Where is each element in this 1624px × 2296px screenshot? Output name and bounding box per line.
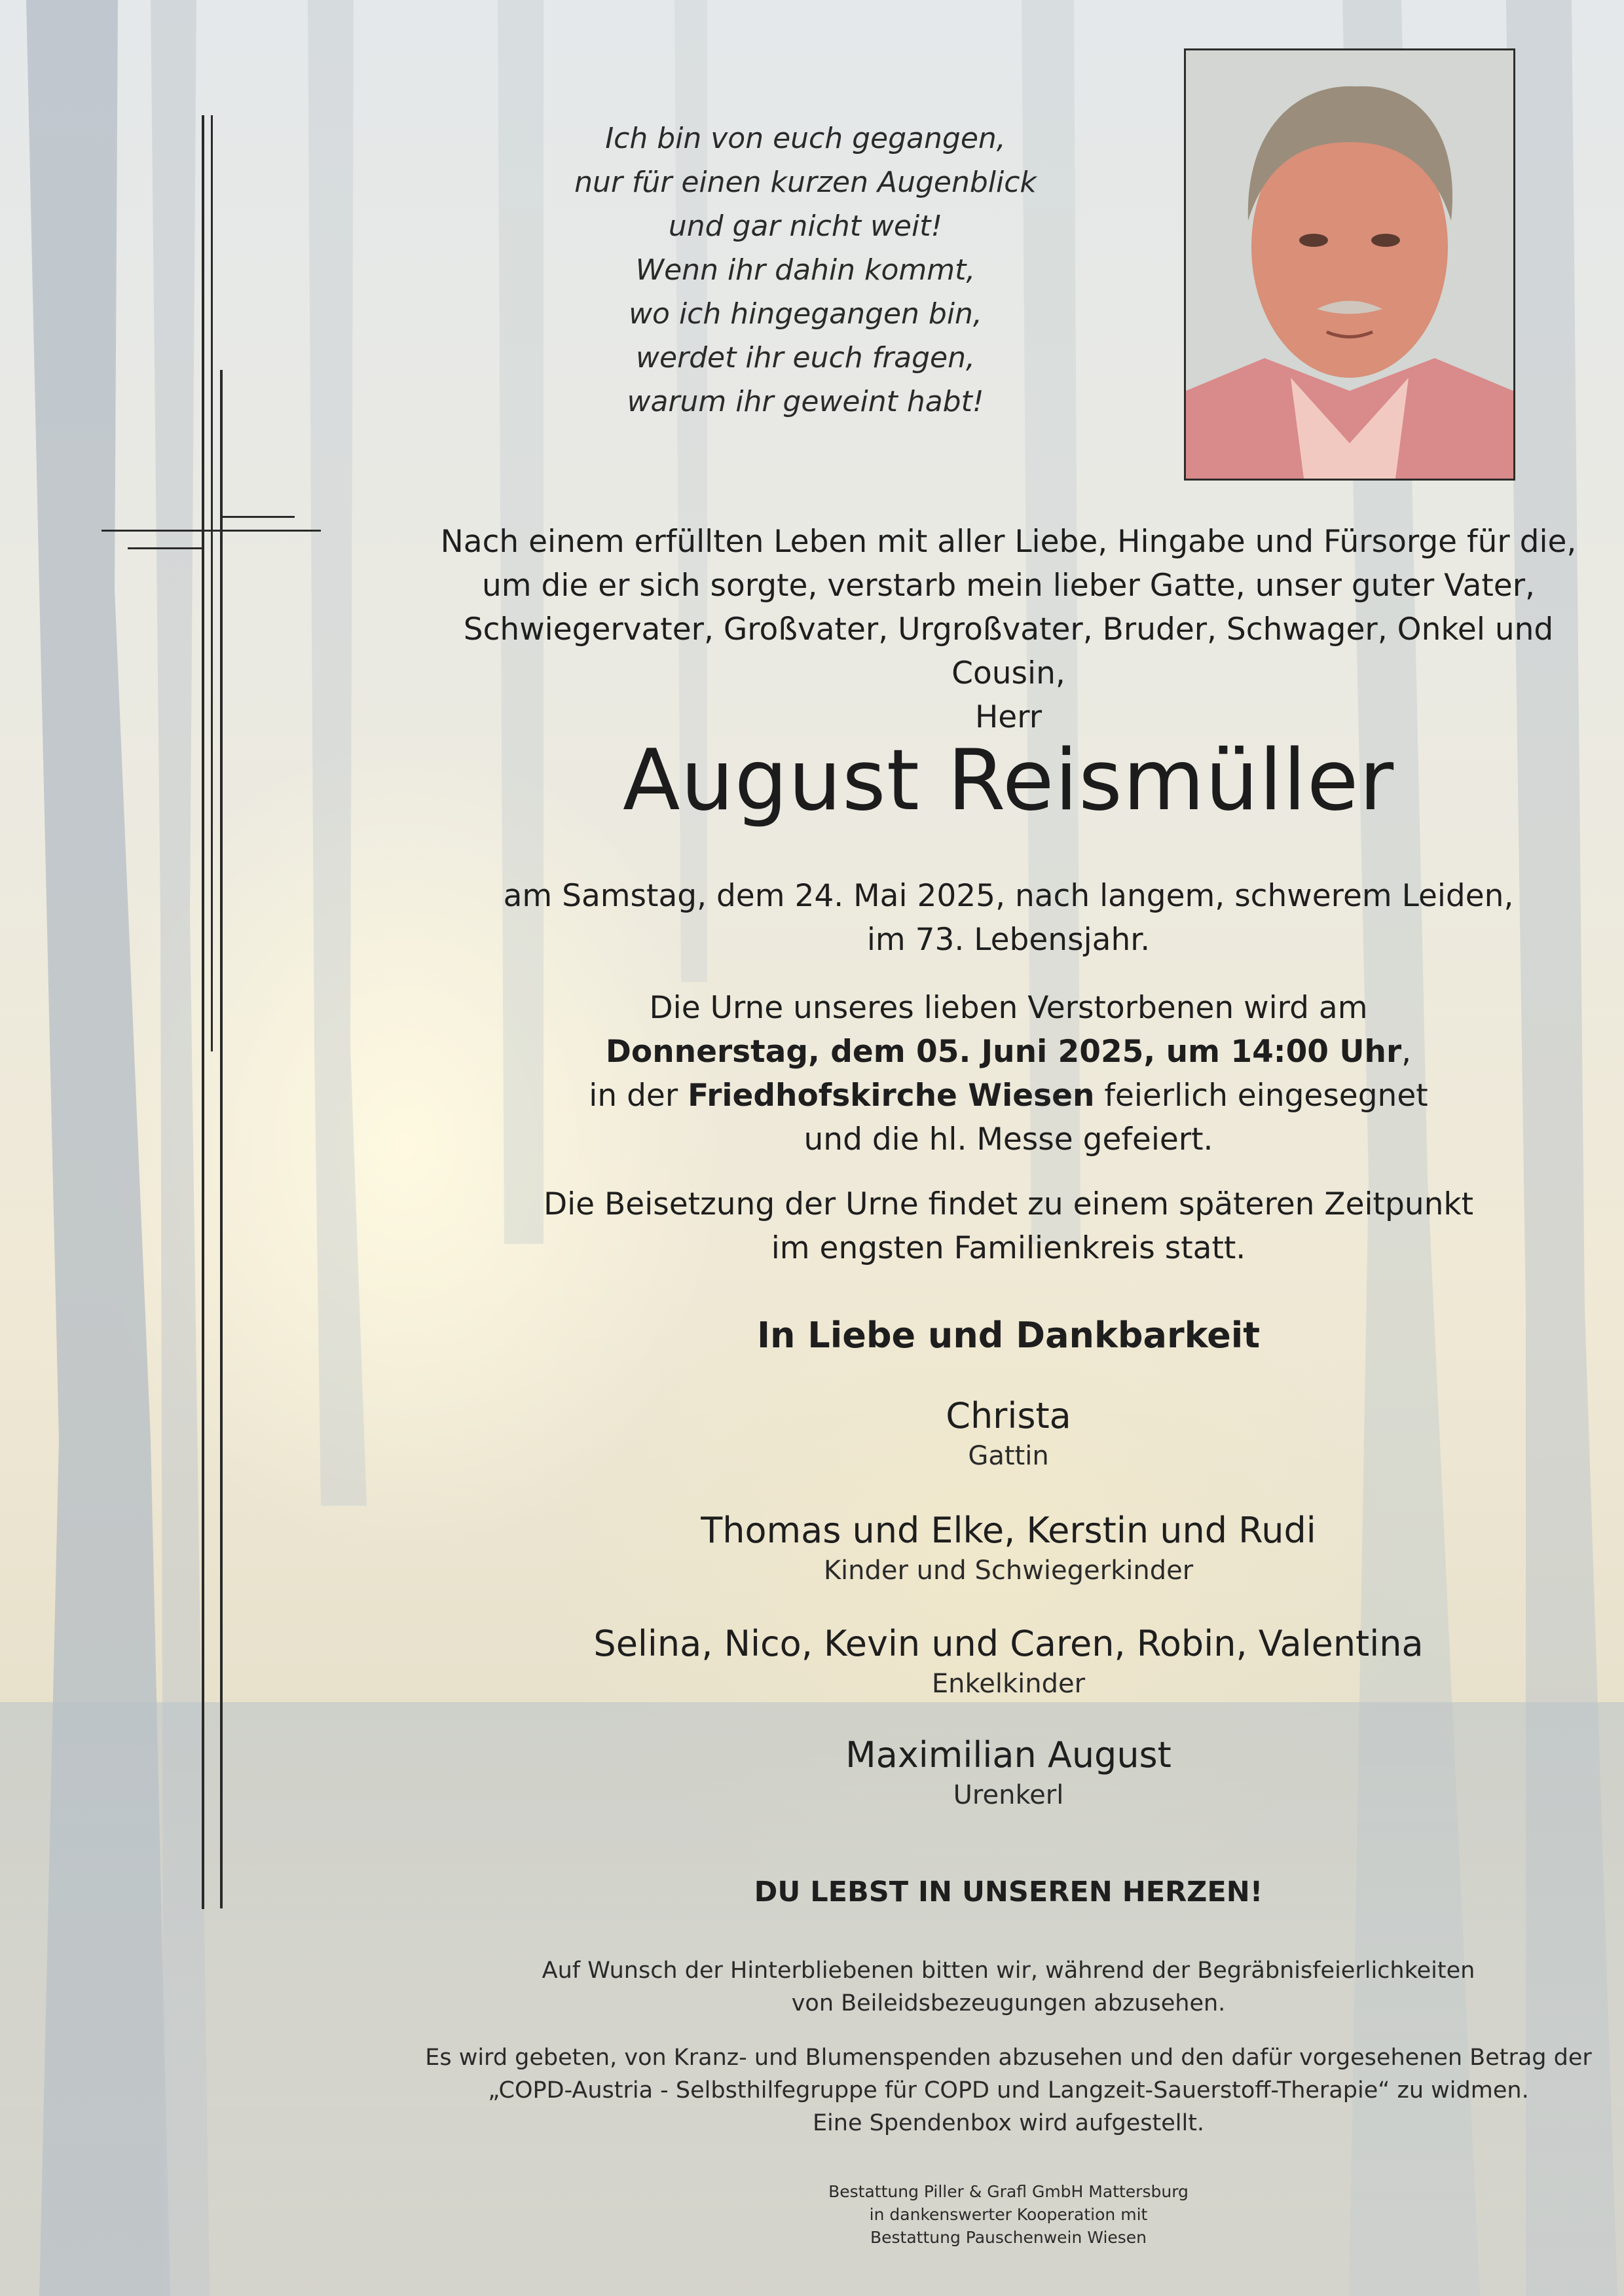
note-line: Es wird gebeten, von Kranz- und Blumenspenden abzusehen und den dafür vorgesehenen Betrag der bbox=[425, 2045, 1592, 2071]
family-names: Christa bbox=[946, 1395, 1071, 1436]
cross-vertical-line-right bbox=[220, 370, 223, 1908]
intro-line: Nach einem erfüllten Leben mit aller Liebe, Hingabe und Fürsorge für die, bbox=[440, 524, 1577, 560]
family-entry bbox=[406, 1509, 1611, 1589]
ceremony-date: Donnerstag, dem 05. Juni 2025, um 14:00 Uhr bbox=[605, 1034, 1402, 1070]
footer-line: Bestattung Pauschenwein Wiesen bbox=[870, 2228, 1147, 2247]
condolence-note bbox=[406, 1954, 1611, 2020]
poem-line: Ich bin von euch gegangen, bbox=[605, 122, 1006, 155]
poem-line: werdet ihr euch fragen, bbox=[635, 341, 975, 374]
cross-vertical-line-left bbox=[202, 115, 204, 1909]
poem-line: warum ihr geweint habt! bbox=[627, 385, 984, 418]
note-line: von Beileidsbezeugungen abzusehen. bbox=[791, 1990, 1226, 2016]
note-line: Auf Wunsch der Hinterbliebenen bitten wir, während der Begräbnisfeierlichkeiten bbox=[542, 1958, 1475, 1984]
poem bbox=[544, 117, 1067, 424]
family-names: Thomas und Elke, Kerstin und Rudi bbox=[701, 1510, 1316, 1551]
cross-horizontal-line-top bbox=[101, 530, 321, 532]
intro-line: Schwiegervater, Großvater, Urgroßvater, Bruder, Schwager, Onkel und Cousin, bbox=[463, 611, 1554, 691]
poem-line: nur für einen kurzen Augenblick bbox=[574, 166, 1037, 199]
family-relation: Enkelkinder bbox=[931, 1669, 1086, 1699]
death-line: am Samstag, dem 24. Mai 2025, nach langem, schwerem Leiden, bbox=[503, 878, 1514, 914]
death-info bbox=[406, 874, 1611, 962]
portrait-illustration bbox=[1186, 50, 1513, 479]
footer-line: in dankenswerter Kooperation mit bbox=[869, 2205, 1148, 2224]
intro-line: Herr bbox=[974, 699, 1043, 735]
footer-line: Bestattung Piller & Grafl GmbH Mattersburg bbox=[828, 2182, 1189, 2201]
urn-line-2-punct: , bbox=[1401, 1034, 1412, 1070]
cross-horizontal-line-bottom bbox=[128, 547, 203, 549]
urn-line-4: und die hl. Messe gefeiert. bbox=[803, 1121, 1213, 1157]
family-relation: Kinder und Schwiegerkinder bbox=[823, 1556, 1194, 1586]
deceased-portrait bbox=[1184, 48, 1515, 481]
burial-line: im engsten Familienkreis statt. bbox=[771, 1230, 1246, 1266]
donation-note bbox=[406, 2041, 1611, 2140]
cross-vertical-line-inner bbox=[211, 115, 213, 1051]
ceremony-location: Friedhofskirche Wiesen bbox=[688, 1078, 1095, 1114]
cross-horizontal-line-right bbox=[223, 516, 295, 518]
family-relation: Gattin bbox=[968, 1441, 1049, 1471]
urn-line-3-pre: in der bbox=[589, 1078, 688, 1114]
urn-line-3-post: feierlich eingesegnet bbox=[1094, 1078, 1428, 1114]
family-entry bbox=[406, 1394, 1611, 1474]
poem-line: und gar nicht weit! bbox=[668, 210, 943, 243]
urn-line-1: Die Urne unseres lieben Verstorbenen wird am bbox=[649, 990, 1368, 1026]
family-entry bbox=[406, 1734, 1611, 1813]
note-line: Eine Spendenbox wird aufgestellt. bbox=[812, 2110, 1205, 2136]
undertaker-footer bbox=[406, 2180, 1611, 2249]
intro-text bbox=[406, 520, 1611, 739]
family-names: Maximilian August bbox=[845, 1734, 1172, 1776]
urn-line-3 bbox=[406, 1074, 1611, 1118]
family-relation: Urenkerl bbox=[953, 1780, 1064, 1810]
urn-ceremony bbox=[406, 986, 1611, 1161]
love-heading: In Liebe und Dankbarkeit bbox=[756, 1315, 1261, 1356]
family-names: Selina, Nico, Kevin und Caren, Robin, Valentina bbox=[593, 1623, 1424, 1664]
burial-info bbox=[406, 1182, 1611, 1270]
urn-line-2 bbox=[406, 1030, 1611, 1074]
note-line: „COPD-Austria - Selbsthilfegruppe für COPD und Langzeit-Sauerstoff-Therapie“ zu widmen. bbox=[488, 2077, 1529, 2104]
poem-line: Wenn ihr dahin kommt, bbox=[635, 253, 976, 287]
intro-line: um die er sich sorgte, verstarb mein lieber Gatte, unser guter Vater, bbox=[481, 568, 1535, 604]
death-line: im 73. Lebensjahr. bbox=[866, 922, 1151, 958]
poem-line: wo ich hingegangen bin, bbox=[629, 297, 982, 331]
deceased-name: August Reismüller bbox=[622, 732, 1395, 829]
motto: DU LEBST IN UNSEREN HERZEN! bbox=[754, 1876, 1263, 1908]
burial-line: Die Beisetzung der Urne findet zu einem späteren Zeitpunkt bbox=[543, 1186, 1474, 1222]
family-entry bbox=[406, 1622, 1611, 1702]
